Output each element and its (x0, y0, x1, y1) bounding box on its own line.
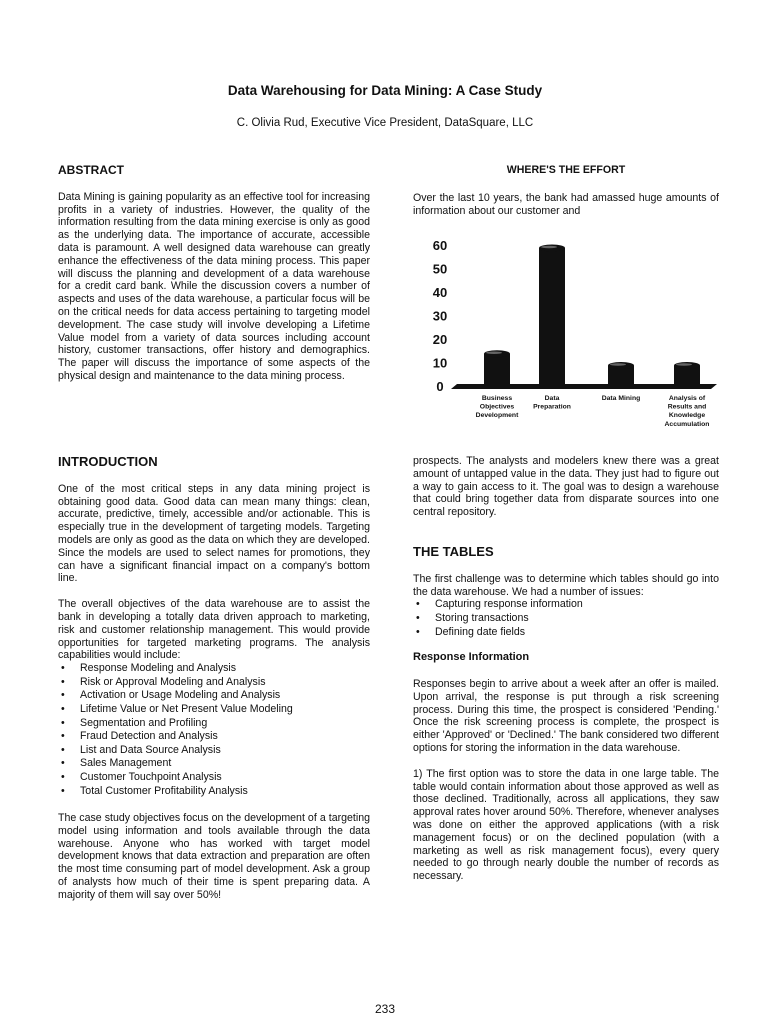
paper-title: Data Warehousing for Data Mining: A Case Study (227, 83, 543, 98)
effort-section (413, 164, 719, 217)
effort-continued (413, 455, 719, 519)
list-item: • Storing transactions (413, 612, 719, 626)
y-tick-label: 60 (432, 238, 448, 253)
introduction-paragraph-1: One of the most critical steps in any data mining project is obtaining good data. Good data can mean many things: clean, accurate, predictive, timely, accessible and/or actionable. This is especially true in the development of targeting models. Targeting models are only as good as the data on which they are developed. Since the models are used to select names for promotions, they can have a significant financial impact on a company's bottom line. (58, 482, 370, 585)
effort-bar-chart (413, 228, 723, 443)
y-tick-label: 10 (432, 355, 448, 371)
list-item: • Activation or Usage Modeling and Analysis (58, 689, 370, 703)
abstract-text: Data Mining is gaining popularity as an effective tool for increasing profits in a variety of industries. However, the quality of the information resulting from the data mining exercise is only as good as the underlying data. The importance of accurate, accessible data is paramount. A well designed data warehouse can greatly enhance the effectiveness of the data mining process. This paper will discuss the planning and development of a data warehouse for a credit card bank. While the discussion covers a number of aspects and uses of the data warehouse, a particular focus will be on the critical needs for data access pertaining to targeting model development. The case study will involve developing a Lifetime Value model from a variety of data sources including account history, customer transactions, offer history and demographics. The paper will discuss the importance of some aspects of the physical design and maintenance to the data mining process. (58, 190, 370, 382)
x-category-label: Data Preparation (533, 395, 571, 411)
x-category-label: Analysis of Results and Knowledge Accumulation (664, 395, 710, 428)
y-tick-label: 0 (436, 379, 444, 394)
analysis-capabilities-list (58, 662, 370, 798)
bar (539, 245, 565, 387)
page-number: 233 (374, 1002, 396, 1016)
tables-intro: The first challenge was to determine which tables should go into the data warehouse. We had a number of issues: (413, 572, 719, 598)
response-paragraph-2: 1) The first option was to store the data in one large table. The table would contain information about those approved as well as those declined. Traditionally, across all applications, they saw approval rates hover around 50%. Therefore, whenever analyses was done on either the approved applications (with a risk management focus) or on the declined population (with a marketing as well as risk management focus), every query needed to go through nearly double the number of records as necessary. (413, 767, 719, 883)
list-item: • Capturing response information (413, 598, 719, 612)
abstract-heading: ABSTRACT (58, 163, 124, 177)
effort-text-after-chart: prospects. The analysts and modelers knew there was a great amount of untapped value in the data. They just had to figure out a way to gain access to it. The goal was to design a warehouse that could bring together data from disparate sources into one central repository. (413, 455, 719, 519)
tables-issues-list (413, 598, 719, 639)
y-tick-label: 40 (432, 285, 448, 300)
x-category-label: Business Objectives Development (475, 395, 519, 420)
introduction-paragraph-3: The case study objectives focus on the development of a targeting model using information and tools available through the data warehouse. Anyone who has worked with target model development knows that data extraction and preparation are often the most time consuming part of model development. Ask a group of analysts how much of their time is spent preparing data. A majority of them will say over 50%! (58, 812, 370, 901)
list-item: • Risk or Approval Modeling and Analysis (58, 676, 370, 690)
tables-heading: THE TABLES (413, 544, 494, 559)
abstract-section (58, 164, 370, 383)
introduction-heading: INTRODUCTION (58, 454, 158, 469)
y-tick-label: 50 (432, 261, 448, 277)
effort-text-before-chart: Over the last 10 years, the bank had amassed huge amounts of information about our customer and (413, 191, 719, 217)
x-category-label: Data Mining (601, 395, 641, 402)
list-item: • Sales Management (58, 757, 370, 771)
list-item: • Defining date fields (413, 626, 719, 640)
effort-heading: WHERE'S THE EFFORT (506, 164, 626, 176)
bar (608, 362, 634, 386)
bar (484, 350, 510, 386)
response-paragraph-1: Responses begin to arrive about a week after an offer is mailed. Upon arrival, the response is put through a risk screening process. During this time, the prospect is considered 'Pending.' Once the risk screening process is complete, the prospect is either 'Approved' or 'Declined.' The bank considered two different options for storing the information in the data warehouse. (413, 677, 719, 754)
response-heading: Response Information (413, 651, 530, 664)
list-item: • Total Customer Profitability Analysis (58, 785, 370, 799)
paper-author: C. Olivia Rud, Executive Vice President, DataSquare, LLC (236, 117, 534, 129)
list-item: • Customer Touchpoint Analysis (58, 771, 370, 785)
list-item: • Response Modeling and Analysis (58, 662, 370, 676)
bar (674, 362, 700, 386)
tables-section (413, 546, 719, 883)
y-tick-label: 20 (432, 332, 448, 347)
list-item: • Segmentation and Profiling (58, 717, 370, 731)
list-item: • List and Data Source Analysis (58, 744, 370, 758)
y-tick-label: 30 (432, 308, 448, 324)
introduction-section (58, 456, 370, 902)
introduction-paragraph-2: The overall objectives of the data warehouse are to assist the bank in developing a totally data driven approach to marketing, risk and customer relationship management. This would provide opportunities for targeted marketing programs. The analysis capabilities would include: (58, 598, 370, 662)
list-item: • Fraud Detection and Analysis (58, 730, 370, 744)
list-item: • Lifetime Value or Net Present Value Modeling (58, 703, 370, 717)
